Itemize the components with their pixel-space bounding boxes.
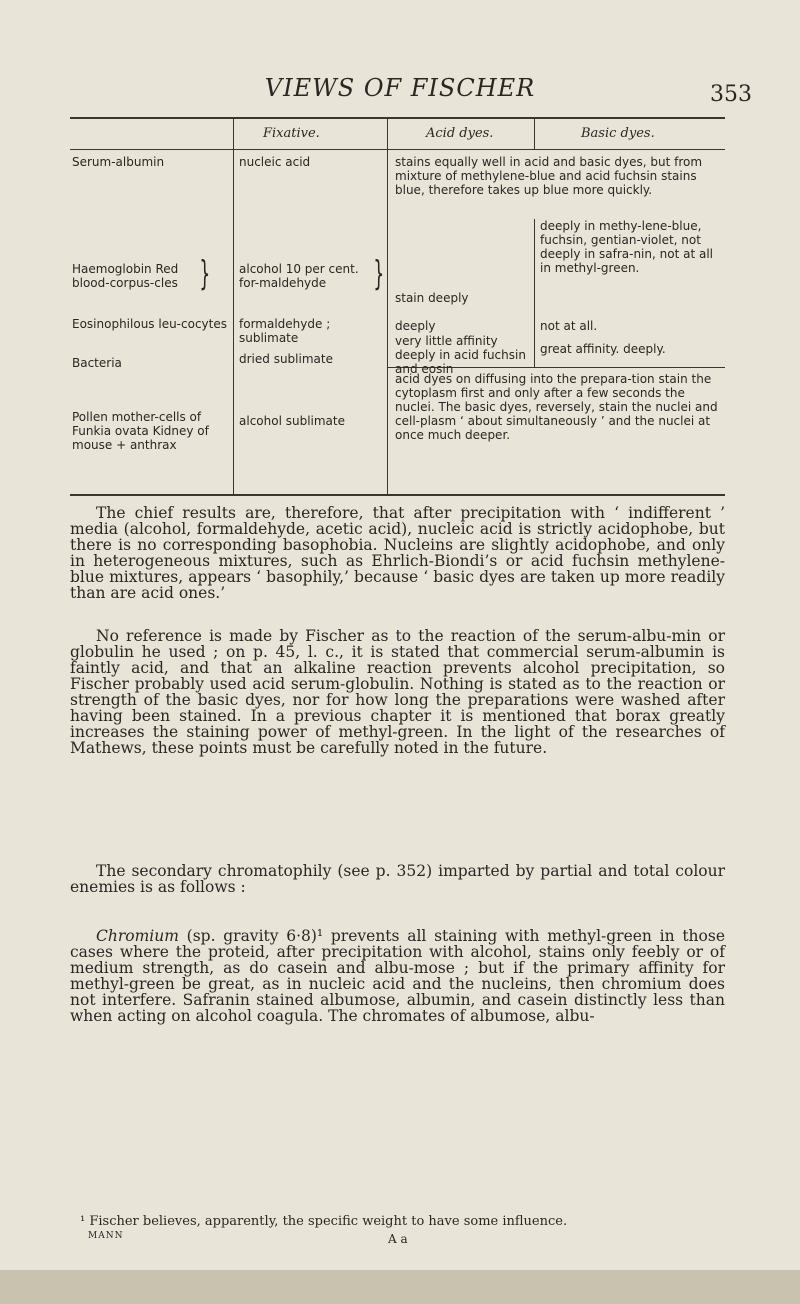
paragraph xyxy=(70,505,725,601)
basic-cell: deeply in methy-lene-blue, fuchsin, gentian-violet, not deeply in safra-nin, not at all in methyl-green. xyxy=(540,219,713,275)
substance-cell: Eosinophilous leu-cocytes xyxy=(72,317,227,331)
signature-mark: MANN xyxy=(88,1231,124,1241)
result-cell: acid dyes on diffusing into the prepara-tion stain the cytoplasm first and only after a few seconds the nuclei. The basic dyes, reversely, stain the nuclei and cell-plasm ‘ about simultaneously ’ and the nuclei at once much deeper. xyxy=(395,372,718,442)
column-divider xyxy=(233,119,234,494)
substance-cell: Pollen mother-cells of Funkia ovata Kidney of mouse + anthrax xyxy=(72,410,209,452)
running-title: VIEWS OF FISCHER xyxy=(264,74,536,102)
acid-cell: deeply xyxy=(395,319,436,333)
signature-mark: A a xyxy=(388,1232,408,1246)
paragraph xyxy=(70,863,725,895)
header-acid-dyes: Acid dyes. xyxy=(426,126,494,141)
paragraph-text xyxy=(70,928,725,1024)
fixative-cell: alcohol 10 per cent. for-maldehyde xyxy=(239,262,359,290)
page-number: 353 xyxy=(710,82,752,107)
substance-cell: Bacteria xyxy=(72,356,122,370)
basic-cell: great affinity. deeply. xyxy=(540,342,666,356)
brace-mark: } xyxy=(373,254,385,294)
fixative-cell: formaldehyde ; sublimate xyxy=(239,317,331,345)
staining-table xyxy=(70,117,725,496)
acid-cell: very little affinity deeply in acid fuchsin and eosin xyxy=(395,334,526,376)
acid-cell: stain deeply xyxy=(395,291,469,305)
column-divider xyxy=(534,119,535,149)
fixative-cell: nucleic acid xyxy=(239,155,311,169)
header-fixative: Fixative. xyxy=(263,126,320,141)
fixative-cell: dried sublimate xyxy=(239,352,333,366)
result-cell: stains equally well in acid and basic dyes, but from mixture of methylene-blue and acid fuchsin stains blue, therefore takes up blue more quickly. xyxy=(395,155,703,197)
paragraph-body: (sp. gravity 6·8)¹ prevents all staining with methyl-green in those cases where the proteid, after precipitation with alcohol, stains only feebly or of medium strength, as do casein and albu-mose ; but if the primary affinity for methyl-green be great, as in nucleic acid and the nucleins, then chromium does not interfere. Safranin stained albumose, albumin, and casein distinctly less than when acting on alcohol coagula. The chromates of albumose, albu- xyxy=(70,927,725,1025)
italic-term: Chromium xyxy=(96,927,179,945)
column-divider xyxy=(387,119,388,494)
paragraph xyxy=(70,928,725,1024)
paragraph-text: No reference is made by Fischer as to the reaction of the serum-albu-min or globulin he used ; on p. 45, l. c., it is stated that commercial serum-albumin is faintly acid, and that an alkaline reaction prevents alcohol precipitation, so Fischer probably used acid serum-globulin. Nothing is stated as to the reaction or strength of the basic dyes, nor for how long the preparations were washed after having been stained. In a previous chapter it is mentioned that borax greatly increases the staining power of methyl-green. In the light of the researches of Mathews, these points must be carefully noted in the future. xyxy=(70,627,725,757)
paragraph xyxy=(70,628,725,756)
footnote: ¹ Fischer believes, apparently, the specific weight to have some influence. xyxy=(80,1214,568,1229)
paragraph-text: The chief results are, therefore, that after precipitation with ‘ indifferent ’ media (alcohol, formaldehyde, acetic acid), nucleic acid is strictly acidophobe, but there is no corresponding basophobia. Nucleins are slightly acidophobe, and only in heterogeneous mixtures, such as Ehrlich-Biondi’s or acid fuchsin methylene-blue mixtures, appears ‘ basophily,’ because ‘ basic dyes are taken up more readily than are acid ones.’ xyxy=(70,504,725,602)
scan-edge xyxy=(0,1270,800,1304)
paragraph-text: The secondary chromatophily (see p. 352) imparted by partial and total colour enemies is as follows : xyxy=(70,862,725,896)
column-divider xyxy=(534,219,535,367)
fixative-cell: alcohol sublimate xyxy=(239,414,345,428)
basic-cell: not at all. xyxy=(540,319,598,333)
header-basic-dyes: Basic dyes. xyxy=(581,126,655,141)
substance-cell: Haemoglobin Red blood-corpus-cles xyxy=(72,262,179,290)
brace-mark: } xyxy=(199,254,211,294)
header-rule xyxy=(70,149,725,150)
substance-cell: Serum-albumin xyxy=(72,155,165,169)
